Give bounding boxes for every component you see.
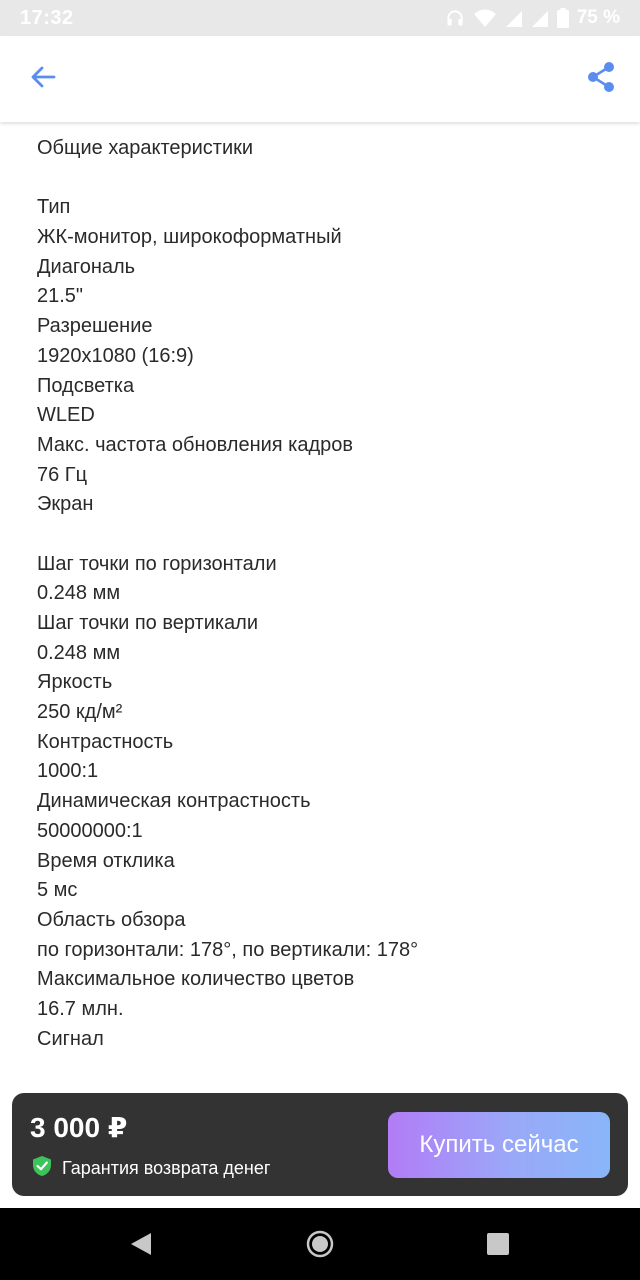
nav-recent-icon[interactable] <box>487 1233 509 1260</box>
nav-home-icon[interactable] <box>306 1230 334 1263</box>
spec-line: 76 Гц <box>37 463 88 486</box>
spec-line: 1000:1 <box>37 760 99 783</box>
spec-line: 16.7 млн. <box>37 997 124 1020</box>
shield-check-icon <box>32 1155 52 1182</box>
spec-line: 50000000:1 <box>37 819 143 842</box>
share-button[interactable] <box>580 58 622 100</box>
battery-icon <box>557 8 569 28</box>
back-button[interactable] <box>22 58 64 100</box>
spec-line: 0.248 мм <box>37 641 121 664</box>
status-time: 17:32 <box>20 6 74 29</box>
spec-line: 5 мс <box>37 879 78 902</box>
spec-list <box>37 134 418 1054</box>
money-back-guarantee[interactable] <box>32 1155 270 1182</box>
spec-line: Диагональ <box>37 255 136 278</box>
spec-line: Область обзора <box>37 908 186 931</box>
system-nav-bar <box>0 1208 640 1280</box>
battery-percent: 75 % <box>576 7 620 28</box>
share-icon <box>586 61 616 98</box>
spec-line: Общие характеристики <box>37 137 254 159</box>
spec-line: Макс. частота обновления кадров <box>37 433 354 456</box>
wifi-icon <box>473 8 497 28</box>
spec-line: 1920x1080 (16:9) <box>37 344 194 367</box>
spec-line: по горизонтали: 178°, по вертикали: 178° <box>37 938 419 961</box>
spec-line: WLED <box>37 404 95 427</box>
spec-line: ЖК-монитор, широкоформатный <box>37 226 342 249</box>
app-bar <box>0 36 640 122</box>
headset-icon <box>445 8 465 28</box>
spec-line: Максимальное количество цветов <box>37 968 355 991</box>
spec-line: 0.248 мм <box>37 582 121 605</box>
spec-line: Экран <box>37 493 94 516</box>
spec-line <box>37 164 418 194</box>
spec-line: Разрешение <box>37 315 153 338</box>
price: 3 000 ₽ <box>30 1112 128 1143</box>
spec-line: Шаг точки по горизонтали <box>37 552 277 575</box>
spec-line: 21.5" <box>37 285 84 308</box>
guarantee-label: Гарантия возврата денег <box>62 1158 271 1178</box>
buy-now-button[interactable]: Купить сейчас <box>388 1112 610 1178</box>
spec-line: Сигнал <box>37 1027 104 1050</box>
purchase-card <box>12 1093 628 1196</box>
description-content[interactable] <box>0 122 640 1208</box>
spec-line: Динамическая контрастность <box>37 790 311 813</box>
spec-line: Шаг точки по вертикали <box>37 612 259 634</box>
spec-line <box>37 520 418 550</box>
nav-back-icon[interactable] <box>130 1232 152 1261</box>
status-icons <box>445 7 620 29</box>
signal-icon <box>505 8 523 28</box>
status-bar <box>0 0 640 36</box>
spec-line: Время отклика <box>37 849 175 872</box>
spec-line: 250 кд/м² <box>37 701 123 724</box>
spec-line: Яркость <box>37 671 113 694</box>
spec-line: Подсветка <box>37 374 135 397</box>
arrow-back-icon <box>29 63 57 96</box>
signal-icon <box>531 8 549 28</box>
spec-line: Контрастность <box>37 730 174 753</box>
spec-line: Тип <box>37 196 71 219</box>
